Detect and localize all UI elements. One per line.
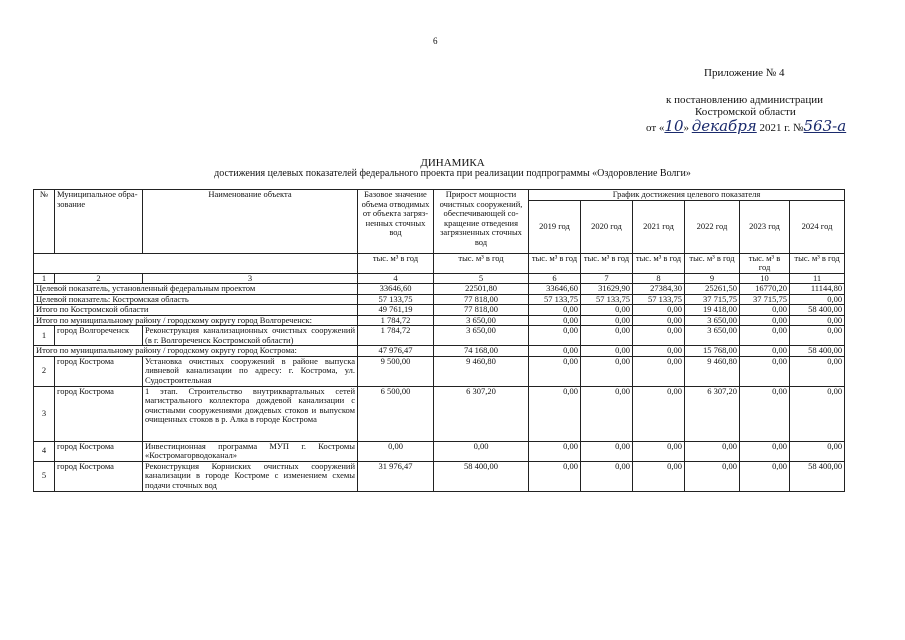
summary-capacity-growth: 77 818,00 xyxy=(434,294,529,305)
row-number: 4 xyxy=(34,441,55,461)
header-schedule: График достижения целевого показателя xyxy=(529,190,845,201)
summary-year-value: 0,00 xyxy=(633,315,685,326)
summary-year-value: 0,00 xyxy=(740,315,790,326)
summary-year-value: 0,00 xyxy=(581,305,633,316)
row-year-value: 0,00 xyxy=(790,326,845,346)
header-year: 2024 год xyxy=(790,200,845,253)
summary-year-value: 16770,20 xyxy=(740,284,790,295)
row-year-value: 0,00 xyxy=(740,326,790,346)
summary-year-value: 0,00 xyxy=(633,305,685,316)
row-year-value: 0,00 xyxy=(581,356,633,386)
row-year-value: 0,00 xyxy=(581,461,633,491)
row-year-value: 9 460,80 xyxy=(685,356,740,386)
summary-capacity-growth: 22501,80 xyxy=(434,284,529,295)
row-year-value: 6 307,20 xyxy=(685,386,740,441)
row-year-value: 0,00 xyxy=(581,441,633,461)
row-year-value: 0,00 xyxy=(740,356,790,386)
row-year-value: 3 650,00 xyxy=(685,326,740,346)
row-year-value: 0,00 xyxy=(529,461,581,491)
row-year-value: 0,00 xyxy=(581,386,633,441)
header-base-value: Базовое значение объема отводимых от объекта загряз-ненных сточных вод xyxy=(358,190,434,254)
header-column-number: 6 xyxy=(529,273,581,284)
header-column-number: 7 xyxy=(581,273,633,284)
header-capacity-growth: Прирост мощности очистных сооружений, обеспечивающей со-кращение отведения загрязненных сточных вод xyxy=(434,190,529,254)
row-capacity-growth: 3 650,00 xyxy=(434,326,529,346)
table-row xyxy=(34,441,845,461)
summary-base-value: 1 784,72 xyxy=(358,315,434,326)
summary-year-value: 0,00 xyxy=(529,315,581,326)
page-number: 6 xyxy=(433,36,438,46)
summary-year-value: 31629,90 xyxy=(581,284,633,295)
summary-base-value: 49 761,19 xyxy=(358,305,434,316)
summary-capacity-growth: 74 168,00 xyxy=(434,346,529,357)
header-year: 2022 год xyxy=(685,200,740,253)
decree-month-handwritten: декабря xyxy=(691,117,757,135)
table-row xyxy=(34,326,845,346)
summary-capacity-growth: 3 650,00 xyxy=(434,315,529,326)
header-year: 2019 год xyxy=(529,200,581,253)
row-base-value: 0,00 xyxy=(358,441,434,461)
document-title: ДИНАМИКА xyxy=(420,157,485,169)
table-row xyxy=(34,386,845,441)
header-unit: тыс. м³ в год xyxy=(740,253,790,273)
summary-year-value: 0,00 xyxy=(633,346,685,357)
summary-year-value: 0,00 xyxy=(581,346,633,357)
table-row xyxy=(34,356,845,386)
document-subtitle: достижения целевых показателей федерального проекта при реализации подпрограммы «Оздоровление Волги» xyxy=(214,168,691,179)
header-year: 2023 год xyxy=(740,200,790,253)
summary-row xyxy=(34,294,845,305)
summary-base-value: 47 976,47 xyxy=(358,346,434,357)
row-object-name: Инвестиционная программа МУП г. Костромы «Костромагорводоканал» xyxy=(143,441,358,461)
summary-year-value: 0,00 xyxy=(790,294,845,305)
summary-year-value: 58 400,00 xyxy=(790,305,845,316)
summary-year-value: 33646,60 xyxy=(529,284,581,295)
header-municipality: Муниципальное обра-зование xyxy=(55,190,143,254)
summary-row xyxy=(34,305,845,316)
summary-year-value: 37 715,75 xyxy=(685,294,740,305)
row-year-value: 0,00 xyxy=(740,386,790,441)
date-prefix: от « xyxy=(646,122,665,134)
summary-year-value: 0,00 xyxy=(529,305,581,316)
decree-line-2: Костромской области xyxy=(695,106,796,118)
row-year-value: 0,00 xyxy=(740,441,790,461)
header-column-number: 1 xyxy=(34,273,55,284)
header-object-name: Наименование объекта xyxy=(143,190,358,254)
header-column-number: 2 xyxy=(55,273,143,284)
row-number: 2 xyxy=(34,356,55,386)
header-unit: тыс. м³ в год xyxy=(434,253,529,273)
row-year-value: 0,00 xyxy=(685,461,740,491)
summary-capacity-growth: 77 818,00 xyxy=(434,305,529,316)
summary-year-value: 0,00 xyxy=(740,346,790,357)
summary-year-value: 37 715,75 xyxy=(740,294,790,305)
header-year: 2020 год xyxy=(581,200,633,253)
row-base-value: 6 500,00 xyxy=(358,386,434,441)
row-capacity-growth: 6 307,20 xyxy=(434,386,529,441)
row-capacity-growth: 58 400,00 xyxy=(434,461,529,491)
decree-line-1: к постановлению администрации xyxy=(666,94,823,106)
row-year-value: 0,00 xyxy=(633,356,685,386)
header-column-number: 8 xyxy=(633,273,685,284)
decree-number-handwritten: 563-а xyxy=(803,117,847,135)
summary-year-value: 57 133,75 xyxy=(633,294,685,305)
summary-label: Целевой показатель: Костромская область xyxy=(34,294,358,305)
summary-year-value: 15 768,00 xyxy=(685,346,740,357)
row-object-name: 1 этап. Строительство внутриквартальных сетей магистрального коллектора дождевой канализации с очистными сооружениями дождевых стоков и выпуском очищенных стоков в р. Алка в городе Кострома xyxy=(143,386,358,441)
summary-year-value: 3 650,00 xyxy=(685,315,740,326)
summary-year-value: 0,00 xyxy=(740,305,790,316)
row-base-value: 1 784,72 xyxy=(358,326,434,346)
table-body xyxy=(34,190,845,492)
table-row xyxy=(34,461,845,491)
summary-year-value: 0,00 xyxy=(529,346,581,357)
header-column-number: 3 xyxy=(143,273,358,284)
summary-year-value: 58 400,00 xyxy=(790,346,845,357)
decree-date xyxy=(646,117,846,135)
summary-year-value: 57 133,75 xyxy=(581,294,633,305)
row-year-value: 0,00 xyxy=(633,386,685,441)
header-column-number: 5 xyxy=(434,273,529,284)
dynamics-table xyxy=(33,189,845,492)
header-unit: тыс. м³ в год xyxy=(358,253,434,273)
header-num: № xyxy=(34,190,55,254)
summary-label: Итого по муниципальному району / городскому округу город Кострома: xyxy=(34,346,358,357)
row-year-value: 0,00 xyxy=(529,326,581,346)
decree-day-handwritten: 10 xyxy=(664,117,684,135)
summary-label: Целевой показатель, установленный федеральным проектом xyxy=(34,284,358,295)
header-unit: тыс. м³ в год xyxy=(581,253,633,273)
summary-year-value: 27384,30 xyxy=(633,284,685,295)
row-year-value: 58 400,00 xyxy=(790,461,845,491)
row-year-value: 0,00 xyxy=(529,386,581,441)
row-year-value: 0,00 xyxy=(633,441,685,461)
summary-year-value: 11144,80 xyxy=(790,284,845,295)
header-column-number: 9 xyxy=(685,273,740,284)
decree-year: 2021 г. № xyxy=(759,122,804,134)
header-column-number: 11 xyxy=(790,273,845,284)
row-year-value: 0,00 xyxy=(790,356,845,386)
row-object-name: Установка очистных сооружений в районе выпуска ливневой канализации по адресу: г. Кострома, ул. Судостроительная xyxy=(143,356,358,386)
row-year-value: 0,00 xyxy=(581,326,633,346)
summary-row xyxy=(34,346,845,357)
row-capacity-growth: 0,00 xyxy=(434,441,529,461)
row-number: 5 xyxy=(34,461,55,491)
row-year-value: 0,00 xyxy=(790,441,845,461)
row-number: 1 xyxy=(34,326,55,346)
row-object-name: Реконструкция канализационных очистных сооружений (в г. Волгореченск Костромской области) xyxy=(143,326,358,346)
row-municipality: город Кострома xyxy=(55,386,143,441)
header-unit: тыс. м³ в год xyxy=(685,253,740,273)
summary-label: Итого по муниципальному району / городскому округу город Волгореченск: xyxy=(34,315,358,326)
summary-year-value: 0,00 xyxy=(581,315,633,326)
summary-year-value: 57 133,75 xyxy=(529,294,581,305)
header-unit: тыс. м³ в год xyxy=(790,253,845,273)
summary-year-value: 25261,50 xyxy=(685,284,740,295)
summary-year-value: 19 418,00 xyxy=(685,305,740,316)
header-column-number: 4 xyxy=(358,273,434,284)
row-year-value: 0,00 xyxy=(633,461,685,491)
row-capacity-growth: 9 460,80 xyxy=(434,356,529,386)
header-unit-spacer xyxy=(34,253,358,273)
row-municipality: город Кострома xyxy=(55,356,143,386)
summary-label: Итого по Костромской области xyxy=(34,305,358,316)
row-municipality: город Кострома xyxy=(55,441,143,461)
summary-row xyxy=(34,315,845,326)
header-unit: тыс. м³ в год xyxy=(633,253,685,273)
summary-row xyxy=(34,284,845,295)
header-unit: тыс. м³ в год xyxy=(529,253,581,273)
row-year-value: 0,00 xyxy=(740,461,790,491)
summary-base-value: 57 133,75 xyxy=(358,294,434,305)
row-year-value: 0,00 xyxy=(633,326,685,346)
row-year-value: 0,00 xyxy=(790,386,845,441)
row-number: 3 xyxy=(34,386,55,441)
header-column-number: 10 xyxy=(740,273,790,284)
summary-year-value: 0,00 xyxy=(790,315,845,326)
row-base-value: 31 976,47 xyxy=(358,461,434,491)
header-year: 2021 год xyxy=(633,200,685,253)
appendix-label: Приложение № 4 xyxy=(704,67,785,79)
row-object-name: Реконструкция Корниских очистных сооружений канализации в городе Костроме с изменением схемы подачи сточных вод xyxy=(143,461,358,491)
summary-base-value: 33646,60 xyxy=(358,284,434,295)
date-mid: » xyxy=(683,122,690,134)
row-year-value: 0,00 xyxy=(529,356,581,386)
row-base-value: 9 500,00 xyxy=(358,356,434,386)
row-municipality: город Волгореченск xyxy=(55,326,143,346)
row-year-value: 0,00 xyxy=(685,441,740,461)
row-municipality: город Кострома xyxy=(55,461,143,491)
row-year-value: 0,00 xyxy=(529,441,581,461)
